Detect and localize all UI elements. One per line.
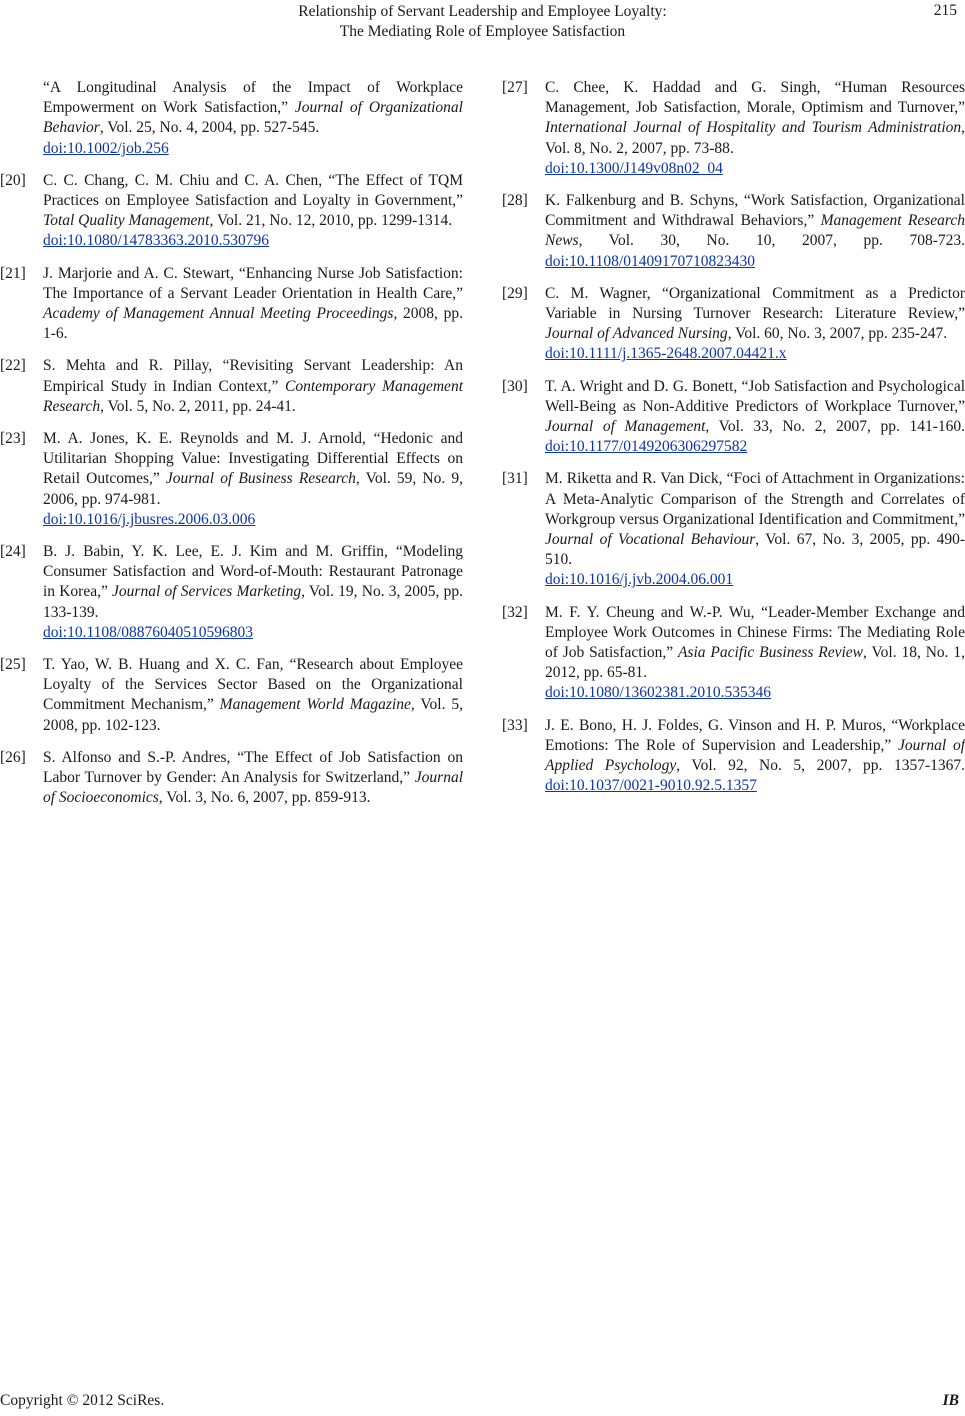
reference-entry: [0, 264, 463, 345]
reference-details: , Vol. 59, No. 9, 2006, pp. 974-981.: [43, 470, 463, 508]
reference-number: [29]: [502, 284, 528, 302]
reference-journal: Journal of Applied Psychology: [545, 736, 965, 775]
reference-text: M. F. Y. Cheung and W.-P. Wu, “Leader-Member Exchange and Employee Work Outcomes in Chinese Firms: The Mediating Role of Job Satisfaction,”: [545, 603, 965, 662]
reference-doi-link[interactable]: doi:10.1016/j.jvb.2004.06.001: [545, 571, 734, 589]
reference-journal: Journal of Vocational Behaviour: [545, 531, 756, 549]
reference-entry: [502, 377, 965, 458]
running-title-line2: The Mediating Role of Employee Satisfaction: [339, 23, 626, 40]
reference-doi-link[interactable]: doi:10.1037/0021-9010.92.5.1357: [545, 777, 757, 795]
reference-text: M. Riketta and R. Van Dick, “Foci of Attachment in Organizations: A Meta-Analytic Comparison of the Strength and Correlates of Workgroup versus Organizational Identification and Commitment,”: [545, 470, 965, 528]
reference-details: , Vol. 30, No. 10, 2007, pp. 708-723.: [578, 232, 965, 250]
reference-entry: [502, 191, 965, 272]
reference-doi-link[interactable]: doi:10.1016/j.jbusres.2006.03.006: [43, 510, 256, 528]
reference-doi-link[interactable]: doi:10.1177/0149206306297582: [545, 438, 748, 456]
reference-text: T. Yao, W. B. Huang and X. C. Fan, “Research about Employee Loyalty of the Services Sector Based on the Organizational Commitment Mechanism,”: [43, 656, 463, 714]
reference-text: J. Marjorie and A. C. Stewart, “Enhancing Nurse Job Satisfaction: The Importance of a Servant Leader Orientation in Health Care,”: [43, 264, 463, 302]
reference-journal: Total Quality Management: [43, 212, 210, 230]
reference-number: [31]: [502, 470, 528, 488]
reference-details: , Vol. 67, No. 3, 2005, pp. 490-510.: [545, 531, 965, 569]
reference-details: , Vol. 60, No. 3, 2007, pp. 235-247.: [727, 325, 948, 343]
reference-entry: [502, 78, 965, 179]
reference-entry: [0, 655, 463, 736]
reference-journal: Journal of Business Research: [165, 470, 356, 488]
reference-details: , Vol. 8, No. 2, 2007, pp. 73-88.: [545, 119, 965, 157]
reference-text: J. E. Bono, H. J. Foldes, G. Vinson and H. P. Muros, “Workplace Emotions: The Role of Supervision and Leadership,”: [545, 716, 965, 754]
reference-details: , Vol. 92, No. 5, 2007, pp. 1357-1367.: [676, 757, 965, 775]
reference-number: [20]: [0, 171, 26, 189]
reference-doi-link[interactable]: doi:10.1080/13602381.2010.535346: [545, 684, 772, 702]
running-title: [0, 2, 965, 42]
reference-number: [28]: [502, 192, 528, 210]
reference-details: , Vol. 3, No. 6, 2007, pp. 859-913.: [158, 789, 371, 807]
page-number: 215: [933, 2, 957, 19]
reference-number: [24]: [0, 543, 26, 561]
running-title-line1: Relationship of Servant Leadership and Employee Loyalty:: [298, 3, 667, 20]
reference-details: , Vol. 18, No. 1, 2012, pp. 65-81.: [545, 644, 965, 682]
reference-details: , Vol. 33, No. 2, 2007, pp. 141-160.: [705, 418, 965, 436]
reference-text: S. Alfonso and S.-P. Andres, “The Effect of Job Satisfaction on Labor Turnover by Gender: An Analysis for Switzerland,”: [43, 748, 463, 787]
left-column: [0, 78, 463, 821]
reference-journal: Journal of Management: [545, 418, 706, 436]
reference-number: [26]: [0, 748, 26, 766]
page-footer: [0, 1392, 965, 1416]
reference-entry: [0, 429, 463, 530]
reference-journal: Management World Magazine: [219, 696, 411, 714]
reference-number: [32]: [502, 603, 528, 621]
reference-journal: Journal of Organizational Behavior: [43, 99, 463, 137]
reference-journal: Academy of Management Annual Meeting Proceedings: [43, 305, 394, 323]
reference-number: [30]: [502, 377, 528, 395]
reference-entry: [502, 469, 965, 590]
reference-entry: [502, 603, 965, 704]
reference-journal: International Journal of Hospitality and Tourism Administration: [545, 119, 962, 137]
reference-details: , Vol. 25, No. 4, 2004, pp. 527-545.: [99, 119, 320, 137]
reference-number: [33]: [502, 716, 528, 734]
reference-entry: [0, 171, 463, 252]
reference-number: [23]: [0, 430, 26, 448]
reference-journal: Contemporary Management Research: [43, 377, 463, 415]
reference-journal: Asia Pacific Business Review: [677, 644, 864, 662]
journal-abbreviation: IB: [942, 1392, 959, 1409]
reference-doi-link[interactable]: doi:10.1300/J149v08n02_04: [545, 159, 723, 177]
reference-number: [25]: [0, 656, 26, 674]
reference-text: “A Longitudinal Analysis of the Impact of Workplace Empowerment on Work Satisfaction,”: [43, 79, 463, 117]
reference-entry: [0, 356, 463, 417]
reference-entry: [0, 748, 463, 809]
reference-journal: Journal of Advanced Nursing: [545, 325, 728, 343]
copyright-notice: Copyright © 2012 SciRes.: [0, 1392, 165, 1409]
reference-text: C. M. Wagner, “Organizational Commitment as a Predictor Variable in Nursing Turnover Research: Literature Review,”: [545, 284, 965, 323]
reference-journal: Management Research News: [545, 212, 965, 250]
reference-text: K. Falkenburg and B. Schyns, “Work Satisfaction, Organizational Commitment and Withdrawal Behaviors,”: [545, 192, 965, 230]
reference-entry: [502, 716, 965, 797]
reference-details: , Vol. 21, No. 12, 2010, pp. 1299-1314.: [209, 212, 453, 230]
reference-doi-link[interactable]: doi:10.1111/j.1365-2648.2007.04421.x: [545, 345, 787, 363]
reference-text: B. J. Babin, Y. K. Lee, E. J. Kim and M. Griffin, “Modeling Consumer Satisfaction and Word-of-Mouth: Restaurant Patronage in Korea,”: [43, 543, 463, 601]
reference-details: , Vol. 19, No. 3, 2005, pp. 133-139.: [43, 583, 463, 621]
reference-number: [27]: [502, 79, 528, 96]
reference-details: , Vol. 5, 2008, pp. 102-123.: [43, 696, 463, 734]
reference-text: T. A. Wright and D. G. Bonett, “Job Satisfaction and Psychological Well-Being as Non-Additive Predictors of Workplace Turnover,”: [545, 377, 965, 415]
running-header: [0, 2, 965, 44]
reference-entry: [0, 542, 463, 643]
reference-text: C. C. Chang, C. M. Chiu and C. A. Chen, “The Effect of TQM Practices on Employee Satisfaction and Loyalty in Government,”: [43, 171, 463, 210]
reference-text: M. A. Jones, K. E. Reynolds and M. J. Arnold, “Hedonic and Utilitarian Shopping Value: Investigating Differential Effects on Retail Outcomes,”: [43, 430, 463, 488]
reference-doi-link[interactable]: doi:10.1002/job.256: [43, 139, 169, 157]
reference-journal: Journal of Socioeconomics: [43, 769, 463, 807]
reference-number: [21]: [0, 264, 26, 282]
reference-number: [22]: [0, 357, 26, 375]
reference-doi-link[interactable]: doi:10.1108/01409170710823430: [545, 252, 755, 270]
reference-details: , 2008, pp. 1-6.: [43, 305, 463, 343]
reference-entry: [502, 284, 965, 365]
right-column: [502, 78, 965, 809]
reference-continuation: [0, 78, 463, 159]
reference-doi-link[interactable]: doi:10.1080/14783363.2010.530796: [43, 232, 270, 250]
reference-details: , Vol. 5, No. 2, 2011, pp. 24-41.: [100, 397, 296, 415]
reference-text: C. Chee, K. Haddad and G. Singh, “Human Resources Management, Job Satisfaction, Morale, Optimism and Turnover,”: [545, 79, 965, 117]
reference-journal: Journal of Services Marketing: [112, 583, 302, 601]
reference-doi-link[interactable]: doi:10.1108/08876040510596803: [43, 623, 253, 641]
reference-text: S. Mehta and R. Pillay, “Revisiting Servant Leadership: An Empirical Study in Indian Context,”: [43, 357, 463, 395]
